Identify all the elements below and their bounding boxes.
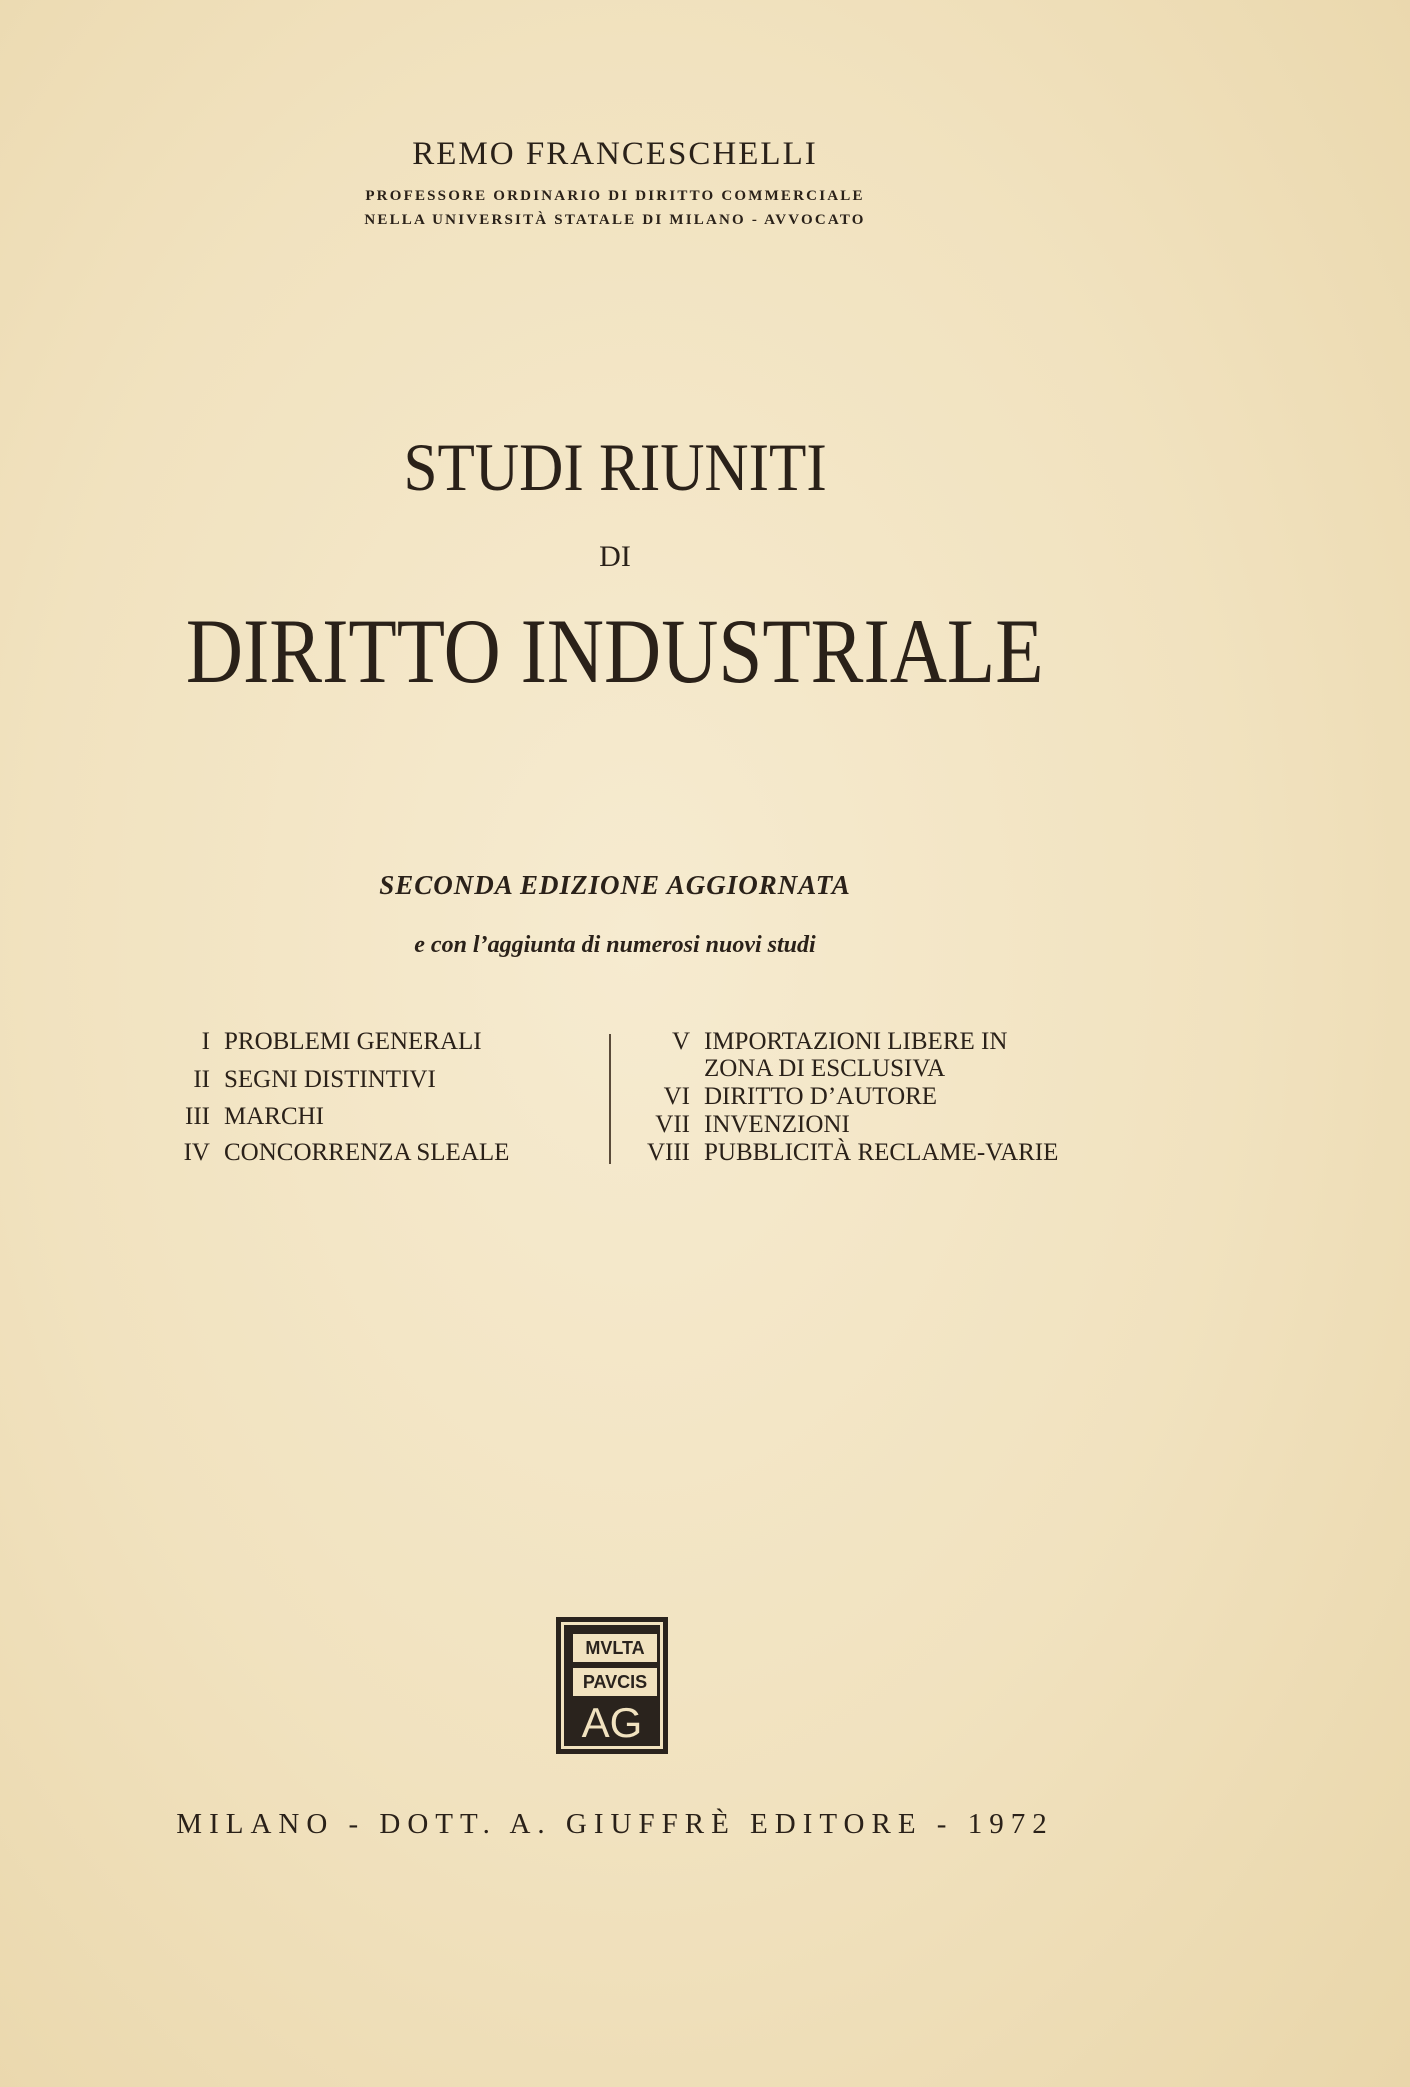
publisher-imprint [0,1808,1230,1841]
volume-number: II [193,1066,210,1093]
volume-item [610,1055,945,1083]
volume-number: I [201,1028,210,1055]
author-text: REMO FRANCESCHELLI [412,136,818,172]
volume-item [610,1111,850,1139]
volume-label: ZONA DI ESCLUSIVA [704,1055,946,1082]
logo-monogram: AG [581,1699,643,1746]
edition-note [0,932,1230,959]
volume-item [150,1103,324,1131]
logo-text-paucis: PAVCIS [573,1668,657,1696]
volume-number: VIII [646,1139,690,1166]
volume-item [610,1028,1007,1056]
title-line-3 [0,598,1230,704]
volume-label: IMPORTAZIONI LIBERE IN [704,1028,1008,1055]
volume-label: INVENZIONI [704,1111,850,1138]
volume-number: VII [655,1111,690,1138]
volume-item [150,1066,436,1094]
volume-item [150,1028,482,1056]
volume-number: IV [183,1139,210,1166]
imprint-text: MILANO - DOTT. A. GIUFFRÈ EDITORE - 1972 [176,1808,1054,1840]
volume-label: SEGNI DISTINTIVI [224,1066,436,1093]
title-text: STUDI RIUNITI [403,429,827,505]
volume-label: DIRITTO D’AUTORE [704,1083,938,1110]
publisher-logo [556,1617,668,1754]
affiliation-line-2 [0,212,1230,229]
edition-note-text: e con l’aggiunta di numerosi nuovi studi [414,932,816,958]
volume-label: MARCHI [224,1103,325,1130]
edition [0,870,1230,901]
volume-item [610,1139,1058,1167]
affiliation-text: NELLA UNIVERSITÀ STATALE DI MILANO - AVVOCATO [364,212,866,228]
volume-number: III [185,1103,210,1130]
title-text: DI [599,540,631,573]
logo-text-multa: MVLTA [573,1634,657,1662]
title-line-2 [0,540,1230,574]
volume-label: PROBLEMI GENERALI [224,1028,482,1055]
title-line-1 [0,428,1230,507]
author-name [0,136,1230,173]
volume-number: V [671,1028,690,1055]
volume-label: PUBBLICITÀ RECLAME-VARIE [704,1139,1059,1166]
title-text: DIRITTO INDUSTRIALE [186,600,1044,702]
volume-item [150,1139,509,1167]
edition-text: SECONDA EDIZIONE AGGIORNATA [379,870,851,900]
volume-item [610,1083,937,1111]
affiliation-text: PROFESSORE ORDINARIO DI DIRITTO COMMERCIALE [365,188,865,204]
volume-number: VI [663,1083,690,1110]
volume-label: CONCORRENZA SLEALE [224,1139,510,1166]
affiliation-line-1 [0,188,1230,205]
